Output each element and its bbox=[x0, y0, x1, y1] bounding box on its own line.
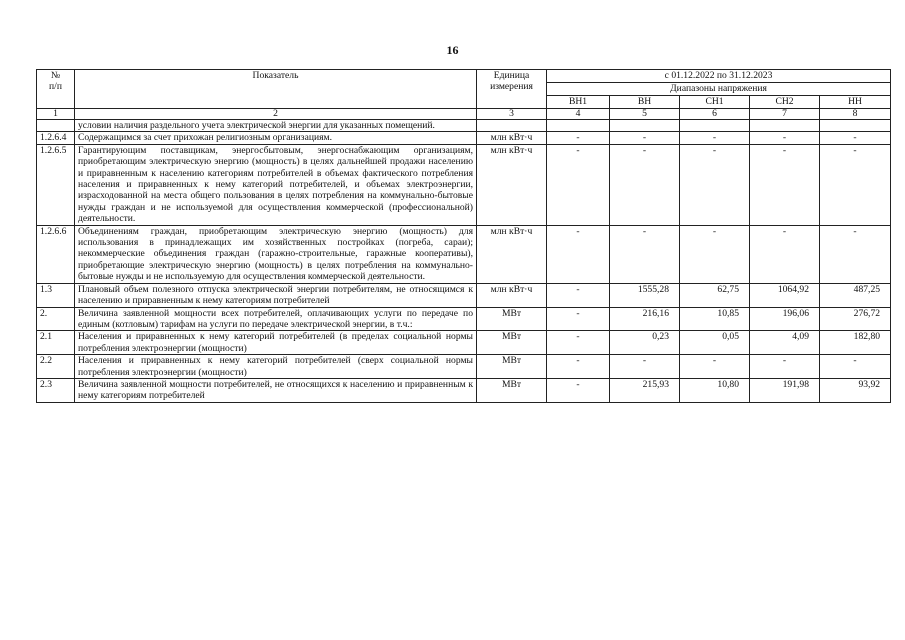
row-value-ВН: 215,93 bbox=[610, 378, 680, 402]
row-value-НН: 487,25 bbox=[820, 283, 891, 307]
row-value-СН2: - bbox=[750, 132, 820, 144]
row-value-ВН: - bbox=[610, 132, 680, 144]
row-value-СН1: 62,75 bbox=[680, 283, 750, 307]
header-level-4: СН2 bbox=[750, 96, 820, 109]
row-value-НН: - bbox=[820, 144, 891, 225]
header-indicator: Показатель bbox=[75, 70, 477, 109]
row-indicator: Населения и приравненных к нему категорий потребителей (сверх социальной нормы потребления электроэнергии (мощности) bbox=[75, 355, 477, 379]
row-value-НН bbox=[820, 120, 891, 132]
row-value-ВН bbox=[610, 120, 680, 132]
row-value-ВН: - bbox=[610, 225, 680, 283]
column-number-8: 8 bbox=[820, 109, 891, 120]
row-value-ВН1: - bbox=[547, 225, 610, 283]
table-row bbox=[37, 225, 891, 283]
row-unit: млн кВт·ч bbox=[477, 144, 547, 225]
column-number-1: 1 bbox=[37, 109, 75, 120]
row-indicator: Плановый объем полезного отпуска электрической энергии потребителям, не относящимся к населению и приравненным к нему категориям потребителей bbox=[75, 283, 477, 307]
row-indicator: Содержащимся за счет прихожан религиозным организациям. bbox=[75, 132, 477, 144]
row-value-СН1: - bbox=[680, 355, 750, 379]
column-number-7: 7 bbox=[750, 109, 820, 120]
header-level-5: НН bbox=[820, 96, 891, 109]
row-value-ВН: 1555,28 bbox=[610, 283, 680, 307]
row-indicator: Населения и приравненных к нему категорий потребителей (в пределах социальной нормы потребления электроэнергии (мощности) bbox=[75, 331, 477, 355]
row-indicator: Гарантирующим поставщикам, энергосбытовым, энергоснабжающим организациям, приобретающим электрическую энергию (мощность) в целях дальнейшей продажи населению и приравненным к населению категориям потребителей в объемах фактического потребления населения и приравненных к нему категорий потребителей, и объемах электроэнергии, израсходованной на места общего пользования в целях потребления на коммунально-бытовые нужды граждан и не используемой для осуществления коммерческой (профессиональной) деятельности. bbox=[75, 144, 477, 225]
row-value-СН2: 191,98 bbox=[750, 378, 820, 402]
row-indicator: Объединениям граждан, приобретающим электрическую энергию (мощность) для использования в принадлежащих им хозяйственных постройках (погреба, сараи); некоммерческие объединения граждан (гаражно-строительные, гаражные кооперативы), приобретающие электрическую энергию (мощность) в целях потребления на коммунально-бытовые нужды и не используемую для осуществления коммерческой деятельности. bbox=[75, 225, 477, 283]
row-value-СН2: 196,06 bbox=[750, 307, 820, 331]
row-unit: млн кВт·ч bbox=[477, 225, 547, 283]
row-value-СН1: - bbox=[680, 225, 750, 283]
row-value-ВН: - bbox=[610, 144, 680, 225]
table-row bbox=[37, 355, 891, 379]
header-level-3: СН1 bbox=[680, 96, 750, 109]
column-number-3: 3 bbox=[477, 109, 547, 120]
row-code: 2.1 bbox=[37, 331, 75, 355]
row-value-СН2: - bbox=[750, 355, 820, 379]
row-value-СН2: - bbox=[750, 225, 820, 283]
column-number-4: 4 bbox=[547, 109, 610, 120]
header-number: № п/п bbox=[37, 70, 75, 109]
row-value-НН: - bbox=[820, 355, 891, 379]
row-code bbox=[37, 120, 75, 132]
row-value-НН: 93,92 bbox=[820, 378, 891, 402]
row-unit: млн кВт·ч bbox=[477, 283, 547, 307]
row-value-СН1: 10,80 bbox=[680, 378, 750, 402]
header-unit: Единица измерения bbox=[477, 70, 547, 109]
row-value-СН2: - bbox=[750, 144, 820, 225]
row-value-СН1: - bbox=[680, 144, 750, 225]
table-row bbox=[37, 132, 891, 144]
row-unit: МВт bbox=[477, 307, 547, 331]
row-code: 2.2 bbox=[37, 355, 75, 379]
row-value-ВН1: - bbox=[547, 378, 610, 402]
column-number-2: 2 bbox=[75, 109, 477, 120]
row-value-ВН1: - bbox=[547, 355, 610, 379]
row-indicator: Величина заявленной мощности всех потребителей, оплачивающих услуги по передаче по единым (котловым) тарифам на услуги по передаче электрической энергии, в т.ч.: bbox=[75, 307, 477, 331]
row-value-СН2: 4,09 bbox=[750, 331, 820, 355]
row-value-ВН: - bbox=[610, 355, 680, 379]
row-value-СН1: 0,05 bbox=[680, 331, 750, 355]
header-level-1: ВН1 bbox=[547, 96, 610, 109]
header-voltage-ranges: Диапазоны напряжения bbox=[547, 83, 891, 96]
row-value-СН1: 10,85 bbox=[680, 307, 750, 331]
table-row bbox=[37, 331, 891, 355]
row-value-НН: 276,72 bbox=[820, 307, 891, 331]
row-code: 1.2.6.4 bbox=[37, 132, 75, 144]
row-indicator: условии наличия раздельного учета электрической энергии для указанных помещений. bbox=[75, 120, 477, 132]
row-unit: МВт bbox=[477, 378, 547, 402]
row-value-ВН1: - bbox=[547, 132, 610, 144]
column-number-5: 5 bbox=[610, 109, 680, 120]
row-unit bbox=[477, 120, 547, 132]
table-row bbox=[37, 144, 891, 225]
table-row bbox=[37, 378, 891, 402]
row-indicator: Величина заявленной мощности потребителей, не относящихся к населению и приравненным к нему категориям потребителей bbox=[75, 378, 477, 402]
page-number: 16 bbox=[446, 43, 459, 57]
table-row bbox=[37, 283, 891, 307]
row-value-СН1: - bbox=[680, 132, 750, 144]
row-unit: млн кВт·ч bbox=[477, 132, 547, 144]
header-level-2: ВН bbox=[610, 96, 680, 109]
row-value-ВН1: - bbox=[547, 283, 610, 307]
row-value-ВН1: - bbox=[547, 331, 610, 355]
row-value-ВН1: - bbox=[547, 307, 610, 331]
table-row bbox=[37, 120, 891, 132]
table-row bbox=[37, 307, 891, 331]
indicators-table bbox=[36, 69, 891, 403]
row-value-ВН: 0,23 bbox=[610, 331, 680, 355]
row-unit: МВт bbox=[477, 331, 547, 355]
row-value-НН: - bbox=[820, 132, 891, 144]
row-value-ВН: 216,16 bbox=[610, 307, 680, 331]
row-value-СН2 bbox=[750, 120, 820, 132]
row-value-ВН1: - bbox=[547, 144, 610, 225]
row-code: 2.3 bbox=[37, 378, 75, 402]
row-code: 2. bbox=[37, 307, 75, 331]
row-code: 1.2.6.5 bbox=[37, 144, 75, 225]
column-number-6: 6 bbox=[680, 109, 750, 120]
row-value-НН: - bbox=[820, 225, 891, 283]
header-period: с 01.12.2022 по 31.12.2023 bbox=[547, 70, 891, 83]
row-value-НН: 182,80 bbox=[820, 331, 891, 355]
row-code: 1.2.6.6 bbox=[37, 225, 75, 283]
row-value-ВН1 bbox=[547, 120, 610, 132]
row-value-СН1 bbox=[680, 120, 750, 132]
row-unit: МВт bbox=[477, 355, 547, 379]
row-code: 1.3 bbox=[37, 283, 75, 307]
row-value-СН2: 1064,92 bbox=[750, 283, 820, 307]
